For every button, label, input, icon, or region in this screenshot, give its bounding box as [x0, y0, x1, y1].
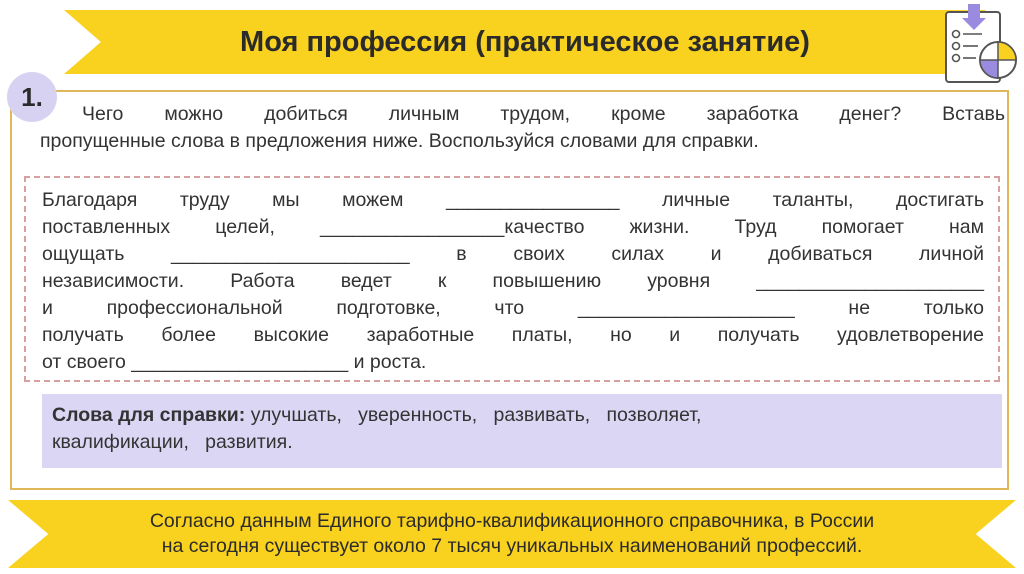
fill-in-line: независимости. Работа ведет к повышению уровня _____________________: [42, 270, 984, 292]
fill-in-line: от своего ____________________ и роста.: [42, 351, 427, 373]
page-title: Моя профессия (практическое занятие): [240, 25, 810, 58]
footer-line: Согласно данным Единого тарифно-квалификационного справочника, в России: [149, 510, 875, 532]
footer-note: [8, 500, 1016, 568]
fill-in-line: ощущать ______________________ в своих силах и добиваться личной: [42, 243, 984, 265]
fill-in-text: [42, 187, 984, 376]
hint-words: [52, 402, 982, 456]
hint-label: Слова для справки:: [52, 404, 246, 426]
question-line: пропущенные слова в предложения ниже. Воспользуйся словами для справки.: [40, 130, 759, 152]
footer-line: на сегодня существует около 7 тысяч уникальных наименований профессий.: [161, 535, 863, 557]
report-chart-icon: [938, 4, 1020, 88]
fill-in-line: получать более высокие заработные платы, но и получать удовлетворение: [42, 324, 984, 346]
hint-words-2: квалификации, развития.: [52, 431, 293, 453]
fill-in-line: поставленных целей, _________________качество жизни. Труд помогает нам: [42, 216, 984, 238]
hint-line-1: [52, 402, 982, 429]
task-number-badge: 1.: [7, 72, 57, 122]
hint-words-1: улучшать, уверенность, развивать, позволяет,: [250, 404, 702, 426]
fill-in-line: Благодаря труду мы можем ________________ личные таланты, достигать: [42, 189, 984, 211]
fill-in-line: и профессиональной подготовке, что ____________________ не только: [42, 297, 984, 319]
question-line: Чего можно добиться личным трудом, кроме заработка денег? Вставь: [82, 103, 1005, 125]
task-question: [40, 101, 1005, 155]
